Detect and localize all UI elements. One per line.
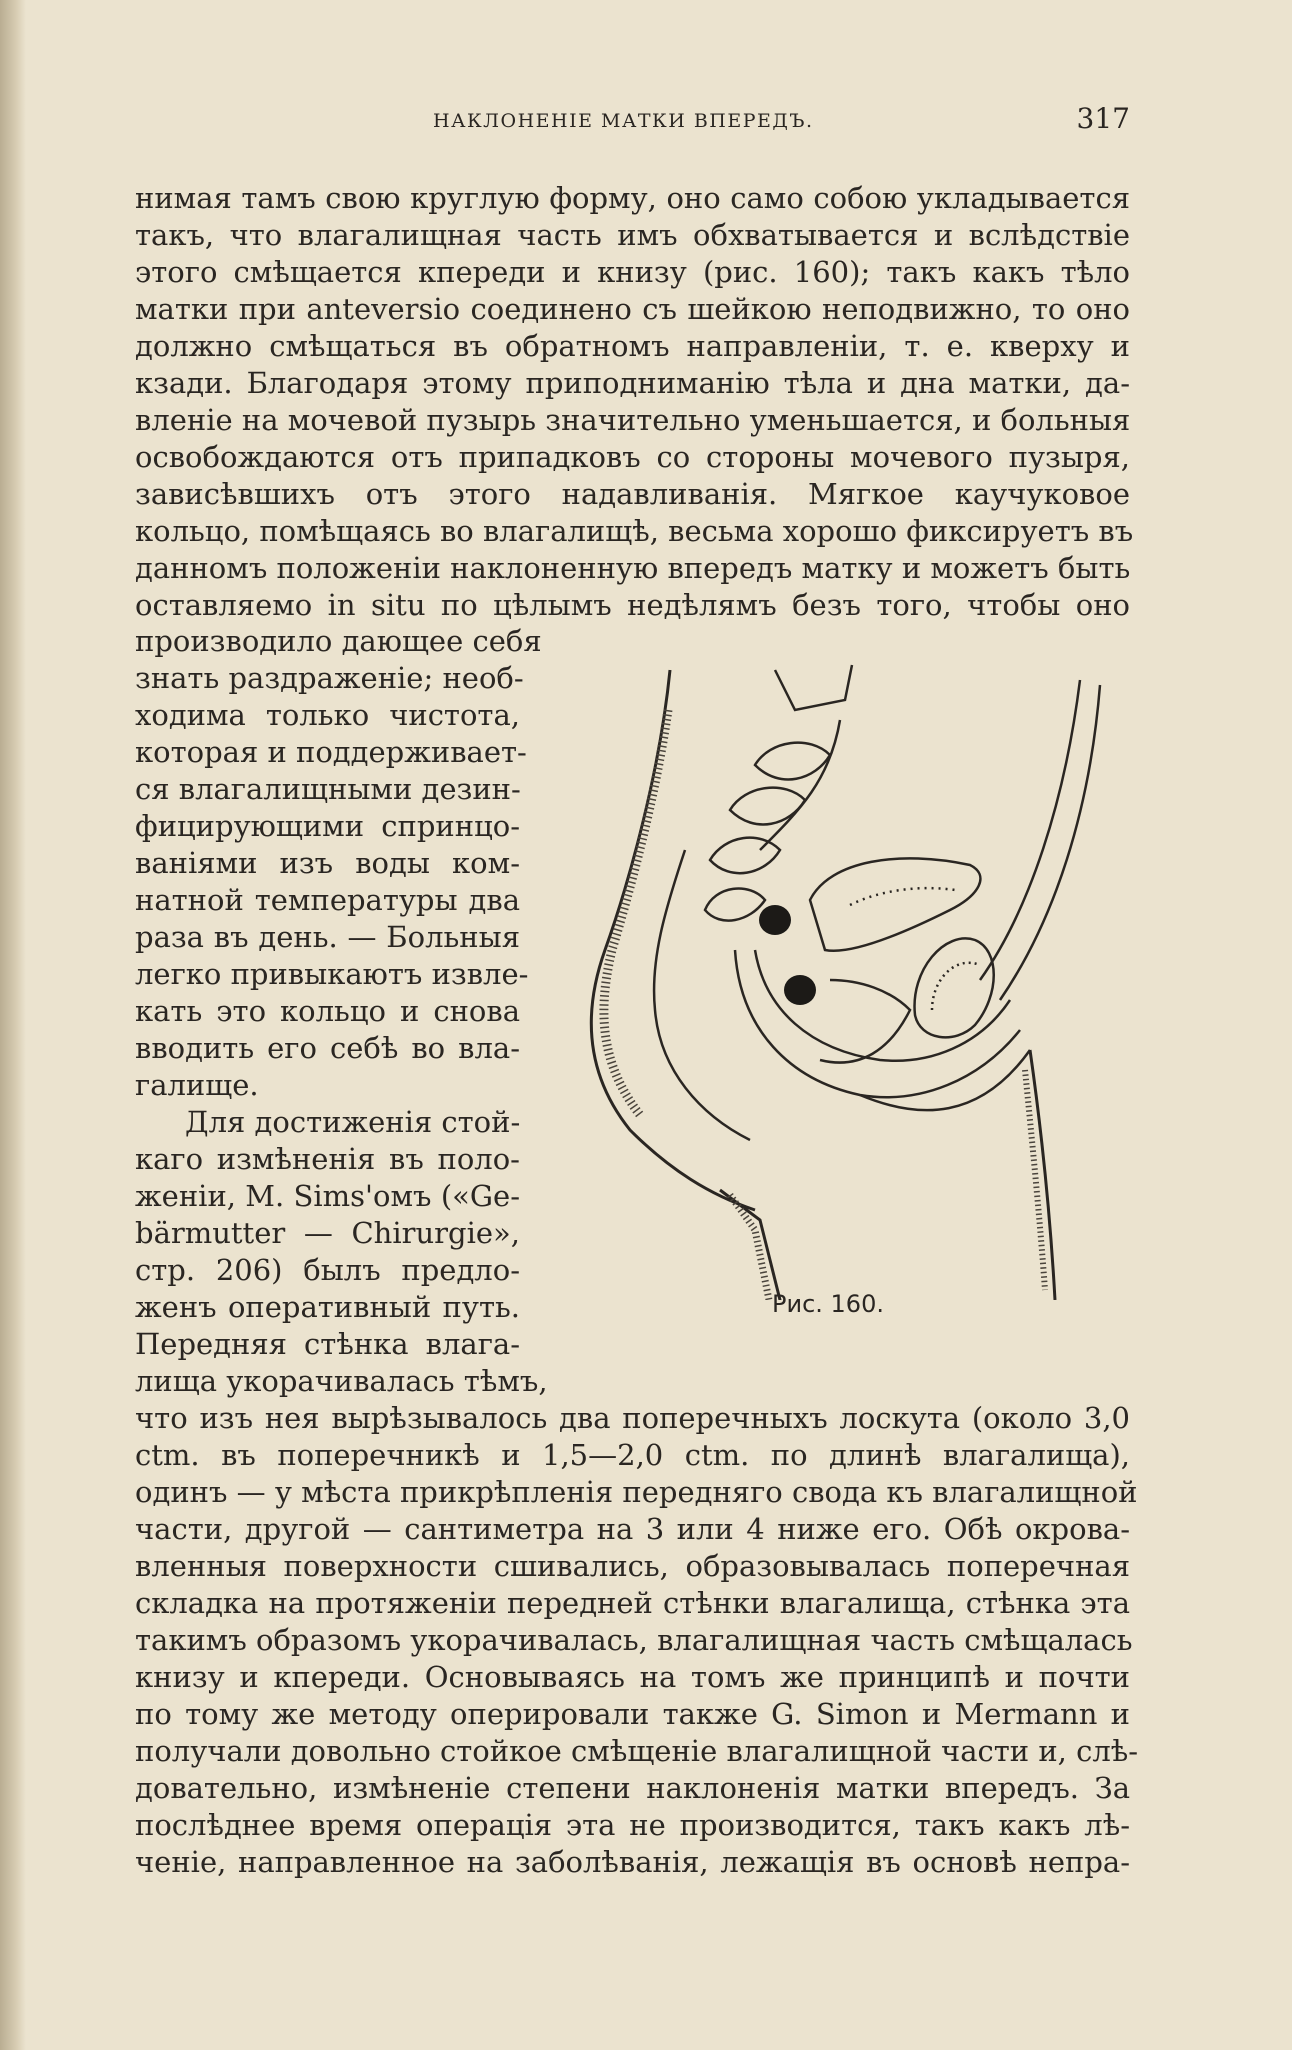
text-line: вленныя поверхности сшивались, образовывалась поперечная	[135, 1549, 1130, 1583]
figure-caption: Рис. 160.	[772, 1290, 884, 1318]
text-line: должно смѣщаться въ обратномъ направленіи, т. е. кверху и	[135, 329, 1130, 363]
text-line: bärmutter — Chirurgie»,	[135, 1216, 520, 1250]
text-line: которая и поддерживает-	[135, 735, 527, 769]
text-line: производило дающее себя	[135, 624, 542, 658]
text-line: складка на протяженіи передней стѣнки влагалища, стѣнка эта	[135, 1586, 1130, 1620]
text-line: каго измѣненія въ поло-	[135, 1142, 520, 1176]
text-line: раза въ день. — Больныя	[135, 920, 520, 954]
anatomical-figure	[560, 650, 1125, 1300]
text-line: женъ оперативный путь.	[135, 1290, 520, 1324]
text-line: что изъ нея вырѣзывалось два поперечныхъ лоскута (около 3,0	[135, 1401, 1130, 1435]
text-line: лища укорачивалась тѣмъ,	[135, 1364, 548, 1398]
text-line: матки при anteversio соединено съ шейкою неподвижно, то оно	[135, 292, 1130, 326]
text-line: ся влагалищными дезин-	[135, 772, 521, 806]
text-line: послѣднее время операція эта не производится, такъ какъ лѣ-	[135, 1808, 1130, 1842]
text-line: данномъ положеніи наклоненную впередъ матку и можетъ быть	[135, 551, 1131, 585]
text-line: натной температуры два	[135, 883, 520, 917]
text-line: вводить его себѣ во вла-	[135, 1031, 520, 1065]
text-line: фицирующими спринцо-	[135, 809, 520, 843]
text-line: оставляемо in situ по цѣлымъ недѣлямъ безъ того, чтобы оно	[135, 588, 1130, 622]
text-line: ходима только чистота,	[135, 698, 520, 732]
page-header	[135, 102, 1130, 146]
text-line: такимъ образомъ укорачивалась, влагалищная часть смѣщалась	[135, 1623, 1133, 1657]
text-line: такъ, что влагалищная часть имъ обхватывается и вслѣдствіе	[135, 218, 1130, 252]
text-line: кзади. Благодаря этому приподниманію тѣла и дна матки, да-	[135, 366, 1130, 400]
text-line: нимая тамъ свою круглую форму, оно само собою укладывается	[135, 181, 1130, 215]
text-line: ctm. въ поперечникѣ и 1,5—2,0 ctm. по длинѣ влагалища),	[135, 1438, 1130, 1472]
text-line: женіи, M. Sims'омъ («Ge-	[135, 1179, 520, 1213]
text-line: одинъ — у мѣста прикрѣпленія передняго свода къ влагалищной	[135, 1475, 1138, 1509]
text-line: вленіе на мочевой пузырь значительно уменьшается, и больныя	[135, 403, 1131, 437]
text-line: получали довольно стойкое смѣщеніе влагалищной части и, слѣ-	[135, 1734, 1139, 1768]
text-line: Передняя стѣнка влага-	[135, 1327, 520, 1361]
text-line: знать раздраженіе; необ-	[135, 661, 524, 695]
text-line: по тому же методу оперировали также G. Simon и Mermann и	[135, 1697, 1130, 1731]
page-edge-shadow	[0, 0, 26, 2050]
running-head: НАКЛОНЕНІЕ МАТКИ ВПЕРЕДЪ.	[433, 110, 814, 132]
text-line: книзу и кпереди. Основываясь на томъ же принципѣ и почти	[135, 1660, 1130, 1694]
text-line: части, другой — сантиметра на 3 или 4 ниже его. Обѣ окрова-	[135, 1512, 1130, 1546]
text-line: кольцо, помѣщаясь во влагалищѣ, весьма хорошо фиксируетъ въ	[135, 514, 1134, 548]
text-line: легко привыкаютъ извле-	[135, 957, 529, 991]
text-line: стр. 206) былъ предло-	[135, 1253, 520, 1287]
text-line: галище.	[135, 1068, 259, 1102]
text-line: ченіе, направленное на заболѣванія, лежащія въ основѣ непра-	[135, 1845, 1130, 1879]
page-number: 317	[1076, 102, 1130, 135]
text-line: Для достиженія стой-	[185, 1105, 521, 1139]
text-line: ваніями изъ воды ком-	[135, 846, 520, 880]
text-line: довательно, измѣненіе степени наклоненія матки впередъ. За	[135, 1771, 1130, 1805]
text-line: освобождаются отъ припадковъ со стороны мочевого пузыря,	[135, 440, 1130, 474]
text-line: этого смѣщается кпереди и книзу (рис. 160); такъ какъ тѣло	[135, 255, 1130, 289]
text-line: кать это кольцо и снова	[135, 994, 520, 1028]
text-line: зависѣвшихъ отъ этого надавливанія. Мягкое каучуковое	[135, 477, 1130, 511]
